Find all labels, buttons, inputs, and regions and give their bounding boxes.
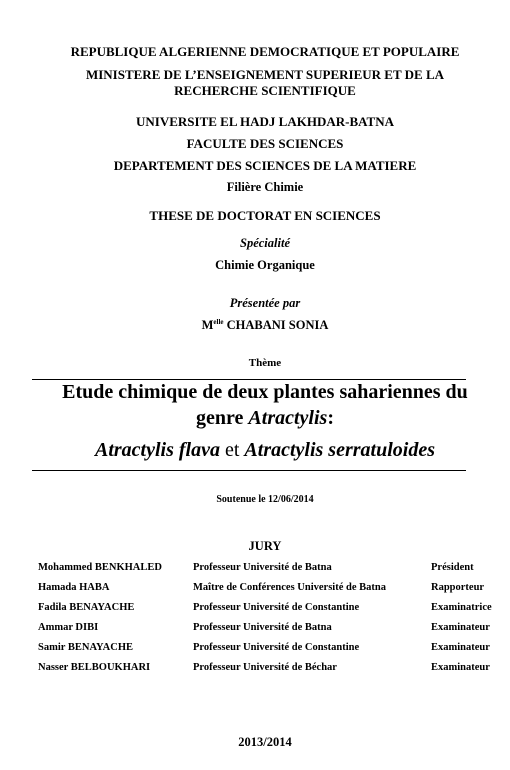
title-genus: Atractylis xyxy=(248,407,328,429)
faculty-name: FACULTE DES SCIENCES xyxy=(186,136,344,151)
title-species1: Atractylis flava xyxy=(95,439,220,461)
presented-by-label: Présentée par xyxy=(229,296,301,310)
jury-member-title: Professeur Université de Batna xyxy=(193,622,332,633)
author xyxy=(0,318,510,333)
specialty-label: Spécialité xyxy=(240,236,290,250)
jury-row xyxy=(0,561,510,575)
filiere-label: Filière Chimie xyxy=(226,180,304,194)
jury-heading: JURY xyxy=(248,539,282,553)
academic-year: 2013/2014 xyxy=(238,735,292,749)
jury-member-role: Examinateur xyxy=(431,642,490,653)
jury-member-name: Ammar DIBI xyxy=(38,622,99,633)
university-name: UNIVERSITE EL HADJ LAKHDAR-BATNA xyxy=(136,114,394,129)
thesis-title-line1: Etude chimique de deux plantes sahariennes du xyxy=(62,381,468,403)
title-bottom-rule xyxy=(32,470,466,471)
title-genre-prefix: genre xyxy=(196,407,249,429)
jury-member-role: Examinateur xyxy=(431,622,490,633)
title-conjunction: et xyxy=(219,439,245,461)
republic-heading: REPUBLIQUE ALGERIENNE DEMOCRATIQUE ET POPULAIRE xyxy=(70,44,460,59)
jury-member-title: Professeur Université de Béchar xyxy=(193,662,337,673)
title-species2: Atractylis serratuloides xyxy=(244,439,435,461)
jury-member-name: Mohammed BENKHALED xyxy=(38,562,162,573)
thesis-title-line2 xyxy=(30,406,500,431)
defense-date: Soutenue le 12/06/2014 xyxy=(216,494,314,505)
jury-member-name: Nasser BELBOUKHARI xyxy=(38,662,151,673)
jury-row xyxy=(0,601,510,615)
jury-member-role: Examinateur xyxy=(431,662,490,673)
author-name: CHABANI SONIA xyxy=(223,318,329,332)
jury-row xyxy=(0,621,510,635)
jury-member-name: Samir BENAYACHE xyxy=(38,642,134,653)
jury-member-title: Maître de Conférences Université de Batna xyxy=(193,582,386,593)
thesis-type: THESE DE DOCTORAT EN SCIENCES xyxy=(149,208,381,223)
jury-member-role: Rapporteur xyxy=(431,582,485,593)
jury-member-title: Professeur Université de Constantine xyxy=(193,642,360,653)
department-name: DEPARTEMENT DES SCIENCES DE LA MATIERE xyxy=(113,158,417,173)
jury-member-name: Fadila BENAYACHE xyxy=(38,602,135,613)
jury-member-title: Professeur Université de Constantine xyxy=(193,602,360,613)
specialty-value: Chimie Organique xyxy=(215,258,315,272)
jury-member-role: Président xyxy=(431,562,474,573)
jury-member-name: Hamada HABA xyxy=(38,582,110,593)
ministry-heading-line2: RECHERCHE SCIENTIFIQUE xyxy=(174,83,356,98)
jury-row xyxy=(0,581,510,595)
ministry-heading-line1: MINISTERE DE L’ENSEIGNEMENT SUPERIEUR ET DE LA xyxy=(85,67,445,82)
jury-member-title: Professeur Université de Batna xyxy=(193,562,332,573)
title-colon: : xyxy=(327,407,334,429)
jury-member-role: Examinatrice xyxy=(431,602,492,613)
jury-row xyxy=(0,661,510,675)
author-superscript: elle xyxy=(213,317,224,326)
thesis-title-line3 xyxy=(30,438,500,463)
author-prefix: M xyxy=(201,318,214,332)
jury-row xyxy=(0,641,510,655)
theme-label: Thème xyxy=(248,357,282,369)
